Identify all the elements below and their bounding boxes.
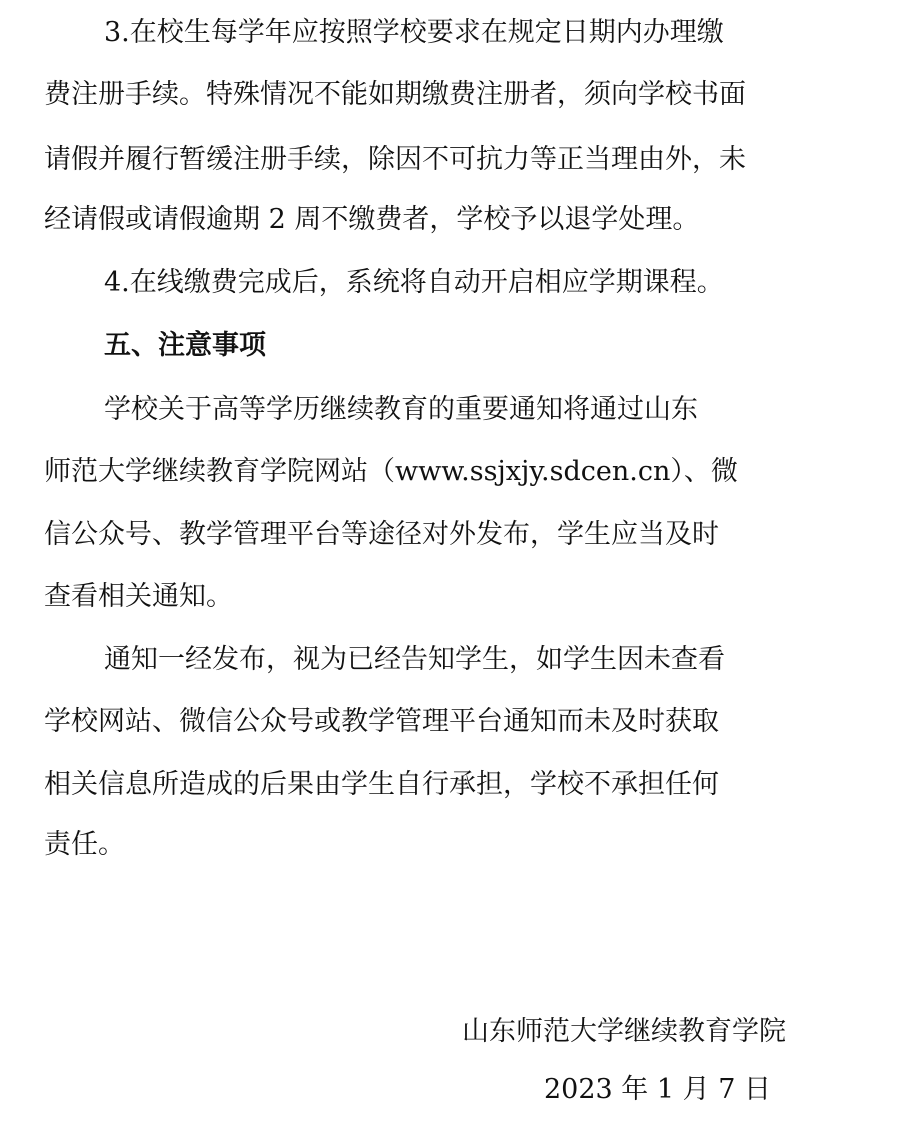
item3-line-2: 费注册手续。特殊情况不能如期缴费注册者，须向学校书面 [44, 79, 746, 110]
para2-line-4: 责任。 [44, 829, 125, 860]
para2-line-3: 相关信息所造成的后果由学生自行承担，学校不承担任何 [44, 769, 719, 800]
para1-line-1: 学校关于高等学历继续教育的重要通知将通过山东 [104, 394, 698, 425]
signature-date: 2023 年 1 月 7 日 [544, 1074, 771, 1105]
para2-line-2: 学校网站、微信公众号或教学管理平台通知而未及时获取 [44, 706, 719, 737]
para2-line-1: 通知一经发布，视为已经告知学生，如学生因未查看 [104, 644, 725, 675]
signature-organization: 山东师范大学继续教育学院 [462, 1016, 786, 1047]
para1-line-4: 查看相关通知。 [44, 581, 233, 612]
section-heading: 五、注意事项 [104, 330, 266, 361]
para1-line-2: 师范大学继续教育学院网站（www.ssjxjy.sdcen.cn）、微 [44, 456, 738, 487]
item3-line-3: 请假并履行暂缓注册手续，除因不可抗力等正当理由外，未 [44, 144, 746, 175]
para1-line-3: 信公众号、教学管理平台等途径对外发布，学生应当及时 [44, 519, 719, 550]
item3-line-4: 经请假或请假逾期 2 周不缴费者，学校予以退学处理。 [44, 204, 700, 235]
item3-line-1: 3.在校生每学年应按照学校要求在规定日期内办理缴 [104, 17, 724, 48]
item4-line: 4.在线缴费完成后，系统将自动开启相应学期课程。 [104, 267, 724, 298]
